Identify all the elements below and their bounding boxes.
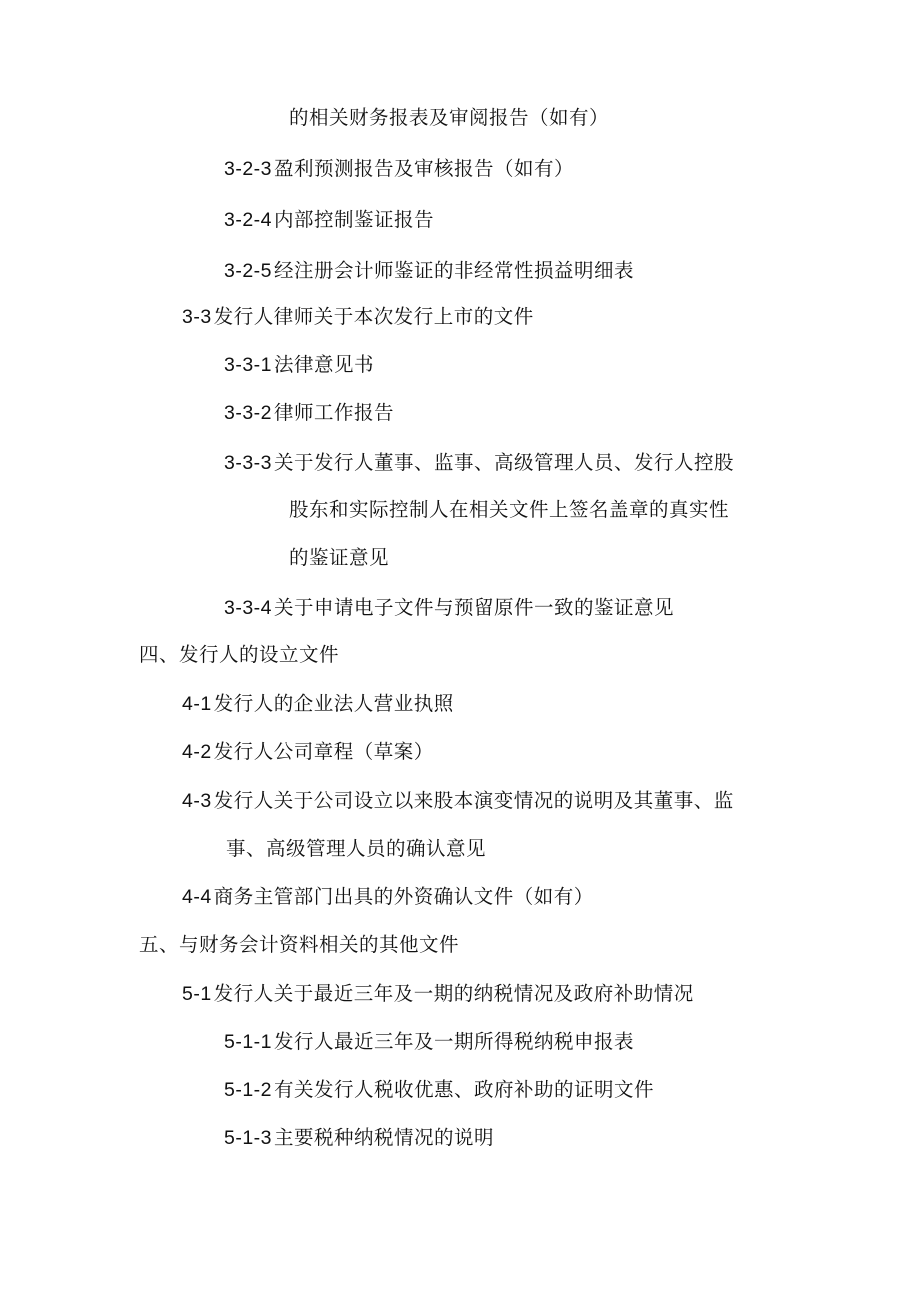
toc-line [224, 155, 574, 183]
toc-line [182, 883, 594, 911]
toc-line [137, 641, 339, 669]
toc-line [287, 544, 389, 572]
toc-line [224, 594, 674, 622]
toc-line [224, 351, 374, 379]
toc-line [224, 1124, 494, 1152]
toc-text: 发行人关于公司设立以来股本演变情况的说明及其董事、监 [213, 789, 734, 812]
toc-text: 的相关财务报表及审阅报告（如有） [289, 106, 610, 129]
toc-number: 4-1 [182, 693, 212, 715]
toc-line [287, 496, 729, 524]
toc-number: 3-2-5 [224, 260, 273, 282]
toc-line [182, 787, 734, 815]
toc-text: 商务主管部门出具的外资确认文件（如有） [213, 885, 594, 908]
toc-line [224, 399, 394, 427]
toc-number: 3-3 [182, 306, 212, 328]
toc-line [182, 690, 454, 718]
toc-text: 关于申请电子文件与预留原件一致的鉴证意见 [274, 596, 675, 619]
toc-number: 5-1-1 [224, 1031, 273, 1053]
toc-line [182, 980, 694, 1008]
toc-line [224, 1028, 634, 1056]
toc-number: 5-1-2 [224, 1079, 273, 1101]
toc-text: 发行人公司章程（草案） [213, 740, 434, 763]
toc-number: 4-2 [182, 741, 212, 763]
toc-text: 律师工作报告 [274, 401, 395, 424]
toc-text: 的鉴证意见 [289, 546, 390, 569]
toc-number: 5-1 [182, 983, 212, 1005]
toc-line [224, 206, 434, 234]
toc-line [224, 835, 486, 863]
toc-text: 法律意见书 [274, 353, 375, 376]
toc-text: 五、与财务会计资料相关的其他文件 [139, 933, 460, 956]
toc-text: 发行人律师关于本次发行上市的文件 [213, 305, 534, 328]
toc-number: 3-3-4 [224, 597, 273, 619]
toc-line [182, 738, 434, 766]
toc-text: 四、发行人的设立文件 [139, 643, 340, 666]
toc-line [224, 449, 734, 477]
toc-text: 股东和实际控制人在相关文件上签名盖章的真实性 [289, 498, 730, 521]
toc-number: 3-3-3 [224, 452, 273, 474]
toc-number: 5-1-3 [224, 1127, 273, 1149]
toc-text: 关于发行人董事、监事、高级管理人员、发行人控股 [274, 451, 735, 474]
toc-number: 3-3-1 [224, 354, 273, 376]
toc-line [224, 1076, 654, 1104]
toc-line [287, 104, 609, 132]
toc-text: 发行人最近三年及一期所得税纳税申报表 [274, 1030, 635, 1053]
toc-number: 4-4 [182, 886, 212, 908]
toc-text: 盈利预测报告及审核报告（如有） [274, 157, 575, 180]
toc-number: 3-2-3 [224, 158, 273, 180]
toc-line [224, 257, 634, 285]
toc-line [137, 931, 459, 959]
toc-line [182, 303, 534, 331]
toc-text: 发行人的企业法人营业执照 [213, 692, 454, 715]
toc-number: 3-3-2 [224, 402, 273, 424]
toc-number: 4-3 [182, 790, 212, 812]
toc-text: 发行人关于最近三年及一期的纳税情况及政府补助情况 [213, 982, 694, 1005]
toc-text: 内部控制鉴证报告 [274, 208, 435, 231]
toc-text: 经注册会计师鉴证的非经常性损益明细表 [274, 259, 635, 282]
toc-number: 3-2-4 [224, 209, 273, 231]
toc-text: 有关发行人税收优惠、政府补助的证明文件 [274, 1078, 655, 1101]
toc-text: 事、高级管理人员的确认意见 [226, 837, 487, 860]
toc-text: 主要税种纳税情况的说明 [274, 1126, 495, 1149]
